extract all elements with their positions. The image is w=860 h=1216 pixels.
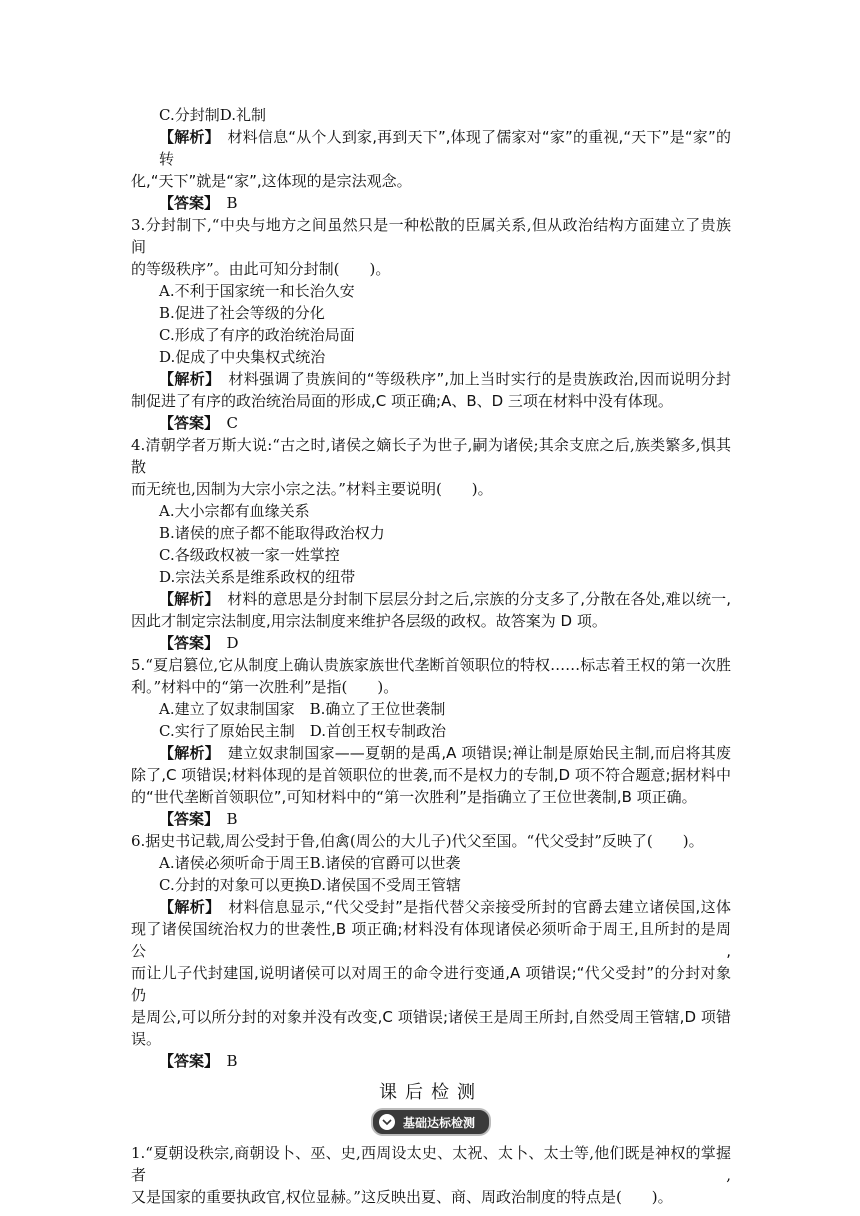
q6-options-cd: C.分封的对象可以更换D.诸侯国不受周王管辖	[159, 876, 461, 894]
post-q1-stem-line-2: 又是国家的重要执政官,权位显赫。”这反映出夏、商、周政治制度的特点是( )。	[131, 1188, 673, 1206]
q4-answer: 【答案】 D	[159, 634, 239, 652]
q6-analysis-line-4: 是周公,可以所分封的对象并没有改变,C 项错误;诸侯王是周王所封,自然受周王管辖,D 项错	[131, 1008, 731, 1026]
q5-answer-label: 【答案】	[159, 810, 212, 828]
q6-analysis-line-2: 现了诸侯国统治权力的世袭性,B 项正确;材料没有体现诸侯必须听命于周王,且所封的是周公,	[131, 920, 731, 960]
q4-analysis-line-2: 因此才制定宗法制度,用宗法制度来维护各层级的政权。故答案为 D 项。	[131, 612, 607, 630]
q6-analysis-line-1: 【解析】 材料信息显示,“代父受封”是指代替父亲接受所封的官爵去建立诸侯国,这体	[159, 898, 731, 916]
q3-stem-line-2: 的等级秩序”。由此可知分封制( )。	[131, 260, 391, 278]
q2-analysis-label: 【解析】	[159, 128, 213, 146]
q5-options-ab: A.建立了奴隶制国家 B.确立了王位世袭制	[159, 700, 446, 718]
q6-analysis-line-3: 而让儿子代封建国,说明诸侯可以对周王的命令进行变通,A 项错误;“代父受封”的分封对象仍	[131, 964, 731, 1004]
q5-analysis-line-1: 【解析】 建立奴隶制国家——夏朝的是禹,A 项错误;禅让制是原始民主制,而启将其废	[159, 744, 731, 762]
section-banner-label: 基础达标检测	[402, 1115, 475, 1130]
q4-option-a: A.大小宗都有血缘关系	[159, 502, 310, 520]
q6-answer-label: 【答案】	[159, 1052, 212, 1070]
q6-analysis-label: 【解析】	[159, 898, 214, 916]
q5-stem-line-2: 利。”材料中的“第一次胜利”是指( )。	[131, 678, 399, 696]
q4-analysis-label: 【解析】	[159, 590, 213, 608]
q4-option-b: B.诸侯的庶子都不能取得政治权力	[159, 524, 385, 542]
q6-analysis-line-5: 误。	[131, 1030, 162, 1048]
q3-option-b: B.促进了社会等级的分化	[159, 304, 325, 322]
q3-answer: 【答案】 C	[159, 414, 239, 432]
q3-answer-label: 【答案】	[159, 414, 212, 432]
q4-stem-line-1: 4.清朝学者万斯大说:“古之时,诸侯之嫡长子为世子,嗣为诸侯;其余支庶之后,族类繁多,惧其散	[131, 436, 731, 476]
q2-analysis-line-1: 【解析】 材料信息“从个人到家,再到天下”,体现了儒家对“家”的重视,“天下”是“家”的转	[159, 128, 731, 168]
q4-option-d: D.宗法关系是维系政权的纽带	[159, 568, 356, 586]
q4-analysis-line-1: 【解析】 材料的意思是分封制下层层分封之后,宗族的分支多了,分散在各处,难以统一,	[159, 590, 731, 608]
q3-stem-line-1: 3.分封制下,“中央与地方之间虽然只是一种松散的臣属关系,但从政治结构方面建立了贵族间	[131, 216, 731, 256]
section-title: 课后检测	[379, 1082, 483, 1103]
q5-answer: 【答案】 B	[159, 810, 238, 828]
chevron-down-circle-icon	[379, 1114, 395, 1130]
q3-analysis-label: 【解析】	[159, 370, 214, 388]
section-banner-wrap	[131, 1108, 731, 1142]
q2-answer-label: 【答案】	[159, 194, 212, 212]
q4-stem-line-2: 而无统也,因制为大宗小宗之法。”材料主要说明( )。	[131, 480, 493, 498]
q3-analysis-line-2: 制促进了有序的政治统治局面的形成,C 项正确;A、B、D 三项在材料中没有体现。	[131, 392, 673, 410]
q2-analysis-line-2: 化,“天下”就是“家”,这体现的是宗法观念。	[131, 172, 412, 190]
section-banner	[371, 1108, 491, 1136]
q5-analysis-line-3: 的“世代垄断首领职位”,可知材料中的“第一次胜利”是指确立了王位世袭制,B 项正确。	[131, 788, 697, 806]
q2-options-cd: C.分封制D.礼制	[159, 106, 266, 124]
q3-analysis-line-1: 【解析】 材料强调了贵族间的“等级秩序”,加上当时实行的是贵族政治,因而说明分封	[159, 370, 731, 388]
q3-option-c: C.形成了有序的政治统治局面	[159, 326, 355, 344]
q6-options-ab: A.诸侯必须听命于周王B.诸侯的官爵可以世袭	[159, 854, 461, 872]
post-q1-stem-line-1: 1.“夏朝设秩宗,商朝设卜、巫、史,西周设太史、太祝、太卜、太士等,他们既是神权的掌握者,	[131, 1144, 731, 1184]
q4-option-c: C.各级政权被一家一姓掌控	[159, 546, 340, 564]
q5-stem-line-1: 5.“夏启篡位,它从制度上确认贵族家族世代垄断首领职位的特权……标志着王权的第一次胜	[131, 656, 731, 674]
q4-answer-label: 【答案】	[159, 634, 212, 652]
q5-analysis-label: 【解析】	[159, 744, 213, 762]
document-page	[131, 104, 731, 1208]
q6-answer: 【答案】 B	[159, 1052, 238, 1070]
q3-option-d: D.促成了中央集权式统治	[159, 348, 326, 366]
q6-stem-line-1: 6.据史书记载,周公受封于鲁,伯禽(周公的大儿子)代父至国。“代父受封”反映了( )。	[131, 832, 704, 850]
q3-option-a: A.不利于国家统一和长治久安	[159, 282, 355, 300]
q5-options-cd: C.实行了原始民主制 D.首创王权专制政治	[159, 722, 446, 740]
q2-answer: 【答案】 B	[159, 194, 238, 212]
q5-analysis-line-2: 除了,C 项错误;材料体现的是首领职位的世袭,而不是权力的专制,D 项不符合题意;据材料中	[131, 766, 731, 784]
